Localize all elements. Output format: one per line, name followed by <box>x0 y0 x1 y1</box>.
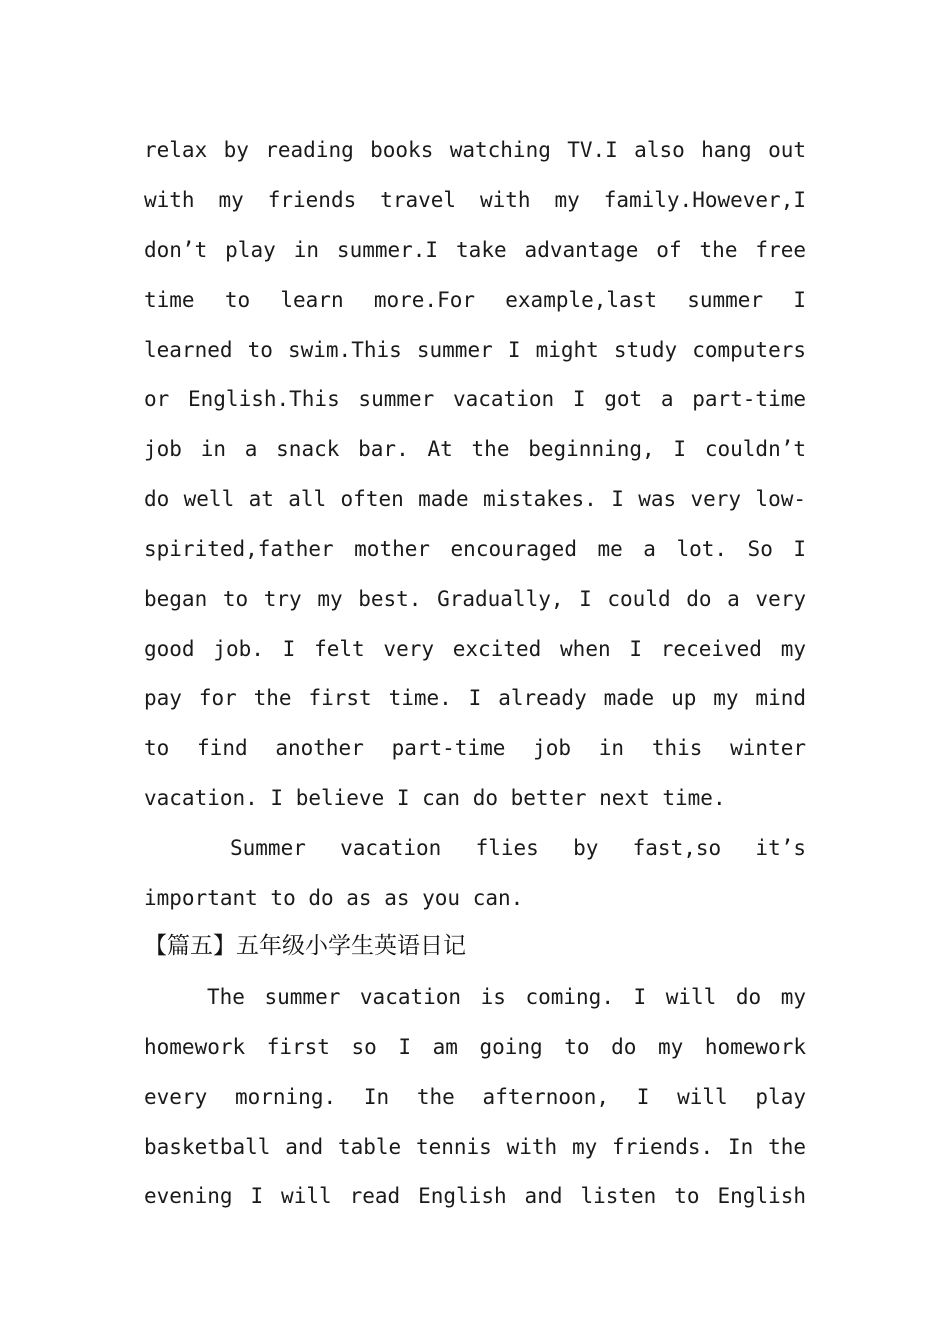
text-line: do well at all often made mistakes. I was very low- <box>144 487 806 511</box>
text-line: homework first so I am going to do my homework <box>144 1035 806 1059</box>
text-line: learned to swim.This summer I might study computers <box>144 338 806 362</box>
section-heading: 【篇五】五年级小学生英语日记 <box>144 933 466 959</box>
text-line: evening I will read English and listen to English <box>144 1184 806 1208</box>
text-line: don’t play in summer.I take advantage of the free <box>144 238 806 262</box>
text-line: relax by reading books watching TV.I also hang out <box>144 138 806 162</box>
text-line: pay for the first time. I already made up my mind <box>144 686 806 710</box>
text-line: vacation. I believe I can do better next time. <box>144 786 726 810</box>
text-line: time to learn more.For example,last summer I <box>144 288 806 312</box>
text-line: began to try my best. Gradually, I could do a very <box>144 587 806 611</box>
text-line: important to do as as you can. <box>144 886 524 910</box>
text-line: good job. I felt very excited when I received my <box>144 637 806 661</box>
text-line: The summer vacation is coming. I will do my <box>207 985 806 1009</box>
text-line: to find another part-time job in this winter <box>144 736 806 760</box>
text-line: Summer vacation flies by fast,so it’s <box>230 836 806 860</box>
text-line: with my friends travel with my family.However,I <box>144 188 806 212</box>
text-line: basketball and table tennis with my friends. In the <box>144 1135 806 1159</box>
text-line: every morning. In the afternoon, I will play <box>144 1085 806 1109</box>
text-line: job in a snack bar. At the beginning, I couldn’t <box>144 437 806 461</box>
text-line: spirited,father mother encouraged me a lot. So I <box>144 537 806 561</box>
text-line: or English.This summer vacation I got a part-time <box>144 387 806 411</box>
